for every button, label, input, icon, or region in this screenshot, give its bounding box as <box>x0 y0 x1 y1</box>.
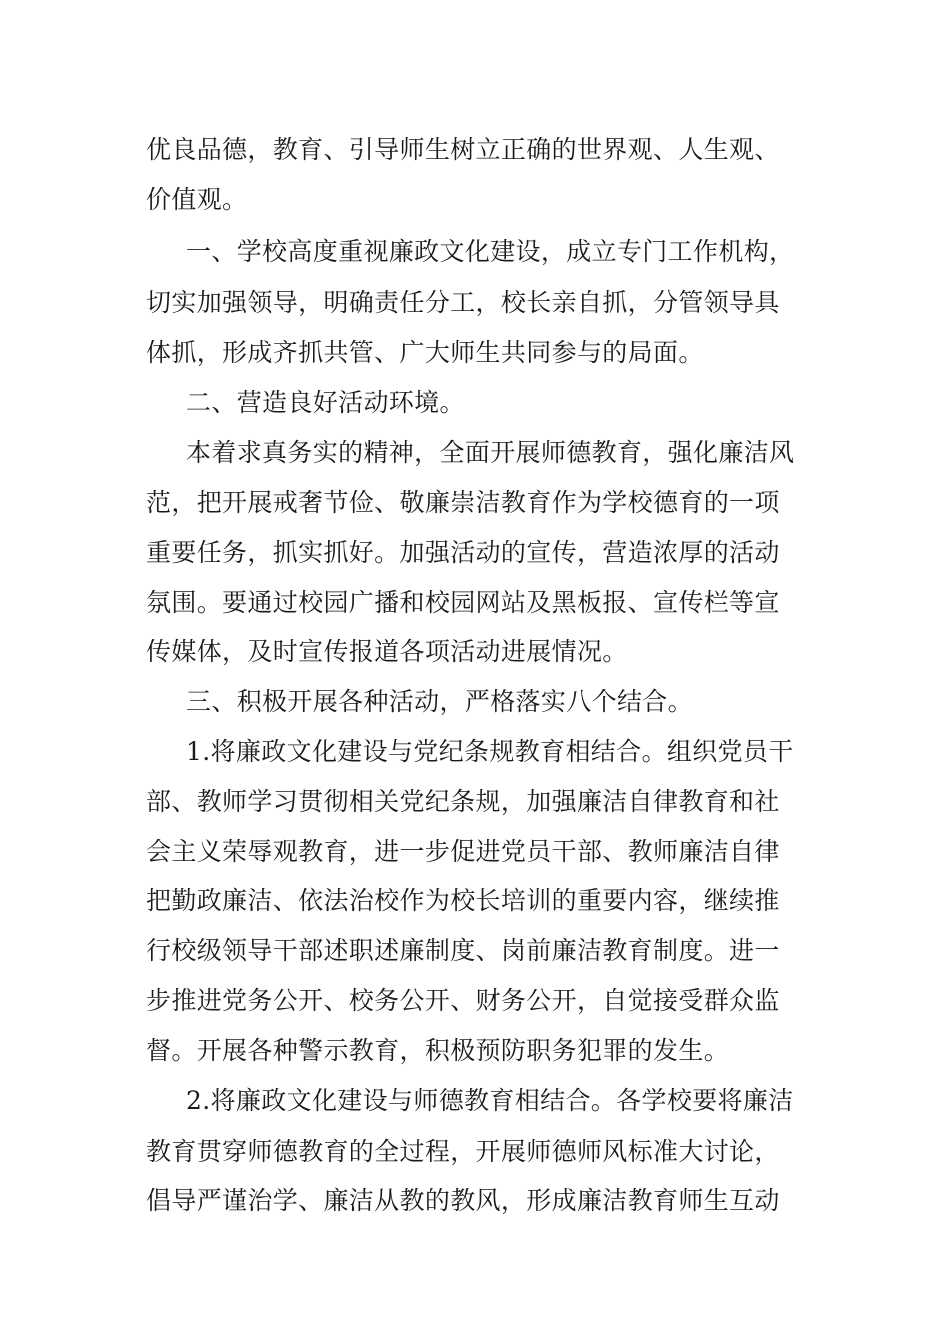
paragraph-heading: 三、积极开展各种活动，严格落实八个结合。 <box>186 687 694 716</box>
text-line: 优良品德，教育、引导师生树立正确的世界观、人生观、 <box>146 135 780 164</box>
paragraph-heading: 一、学校高度重视廉政文化建设，成立专门工作机构， <box>186 237 795 266</box>
text-line: 传媒体，及时宣传报道各项活动进展情况。 <box>146 637 628 666</box>
text-line: 教育贯穿师德教育的全过程，开展师德师风标准大讨论， <box>146 1137 780 1166</box>
text-line: 会主义荣辱观教育，进一步促进党员干部、教师廉洁自律 <box>146 837 780 866</box>
text-line: 重要任务，抓实抓好。加强活动的宣传，营造浓厚的活动 <box>146 538 780 567</box>
text-line: 价值观。 <box>146 185 248 214</box>
numbered-item: 1.将廉政文化建设与党纪条规教育相结合。组织党员干 <box>186 737 794 766</box>
numbered-item: 2.将廉政文化建设与师德教育相结合。各学校要将廉洁 <box>186 1086 794 1115</box>
text-line: 步推进党务公开、校务公开、财务公开，自觉接受群众监 <box>146 986 780 1015</box>
text-line: 范，把开展戒奢节俭、敬廉崇洁教育作为学校德育的一项 <box>146 488 780 517</box>
text-line: 督。开展各种警示教育，积极预防职务犯罪的发生。 <box>146 1036 730 1065</box>
text-line: 倡导严谨治学、廉洁从教的教风，形成廉洁教育师生互动 <box>146 1186 780 1215</box>
text-line: 部、教师学习贯彻相关党纪条规，加强廉洁自律教育和社 <box>146 787 780 816</box>
text-line: 行校级领导干部述职述廉制度、岗前廉洁教育制度。进一 <box>146 936 780 965</box>
text-line: 切实加强领导，明确责任分工，校长亲自抓，分管领导具 <box>146 288 780 317</box>
paragraph-heading: 二、营造良好活动环境。 <box>186 388 465 417</box>
text-line: 把勤政廉洁、依法治校作为校长培训的重要内容，继续推 <box>146 886 780 915</box>
text-line: 体抓，形成齐抓共管、广大师生共同参与的局面。 <box>146 338 704 367</box>
text-line: 本着求真务实的精神，全面开展师德教育，强化廉洁风 <box>186 438 795 467</box>
text-line: 氛围。要通过校园广播和校园网站及黑板报、宣传栏等宣 <box>146 588 780 617</box>
